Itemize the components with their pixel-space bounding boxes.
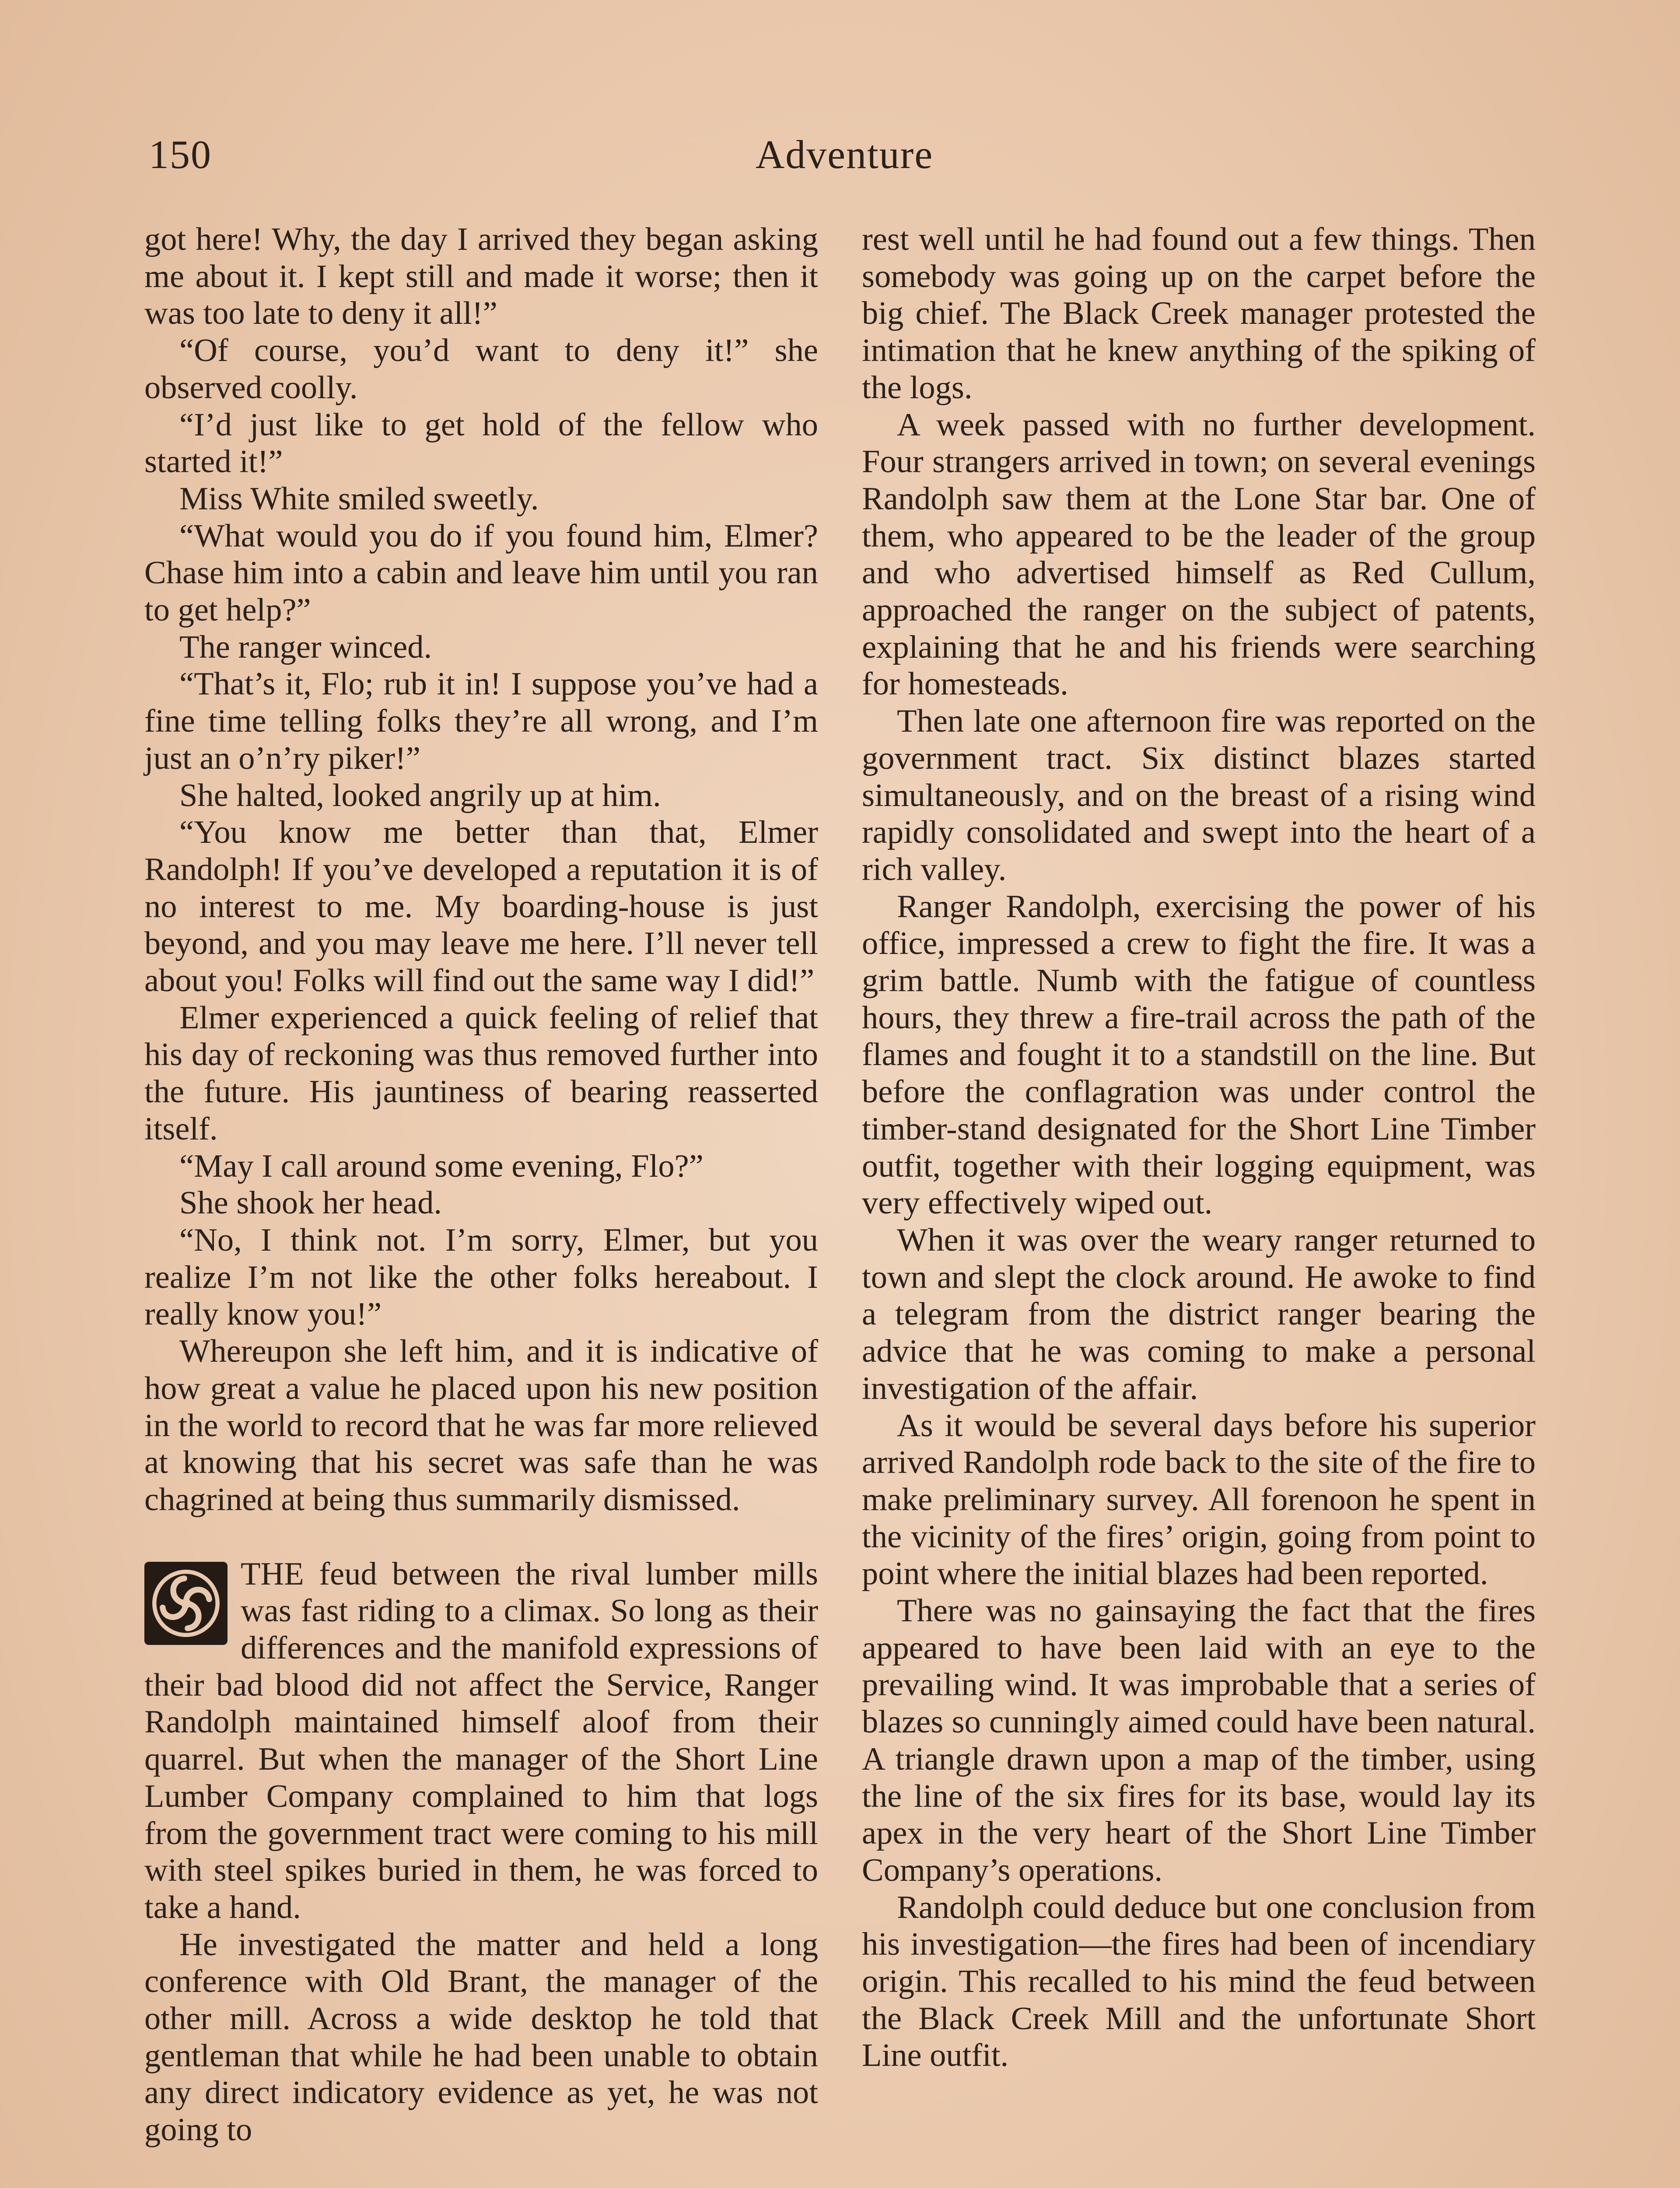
left-column [144,221,818,2149]
paragraph: Ranger Randolph, exercising the power of his office, impressed a crew to fight the fire. It was a grim battle. Numb with the fatigue of countless hours, they threw a fire-trail across the path of the flames and fought it to a standstill on the line. But before the conflagration was under control the timber-stand designated for the Short Line Timber outfit, together with their logging equipment, was very effectively wiped out. [862,888,1536,1221]
paragraph: “What would you do if you found him, Elmer? Chase him into a cabin and leave him until you ran to get help?” [144,518,818,628]
paragraph: When it was over the weary ranger returned to town and slept the clock around. He awoke to find a telegram from the district ranger bearing the advice that he was coming to make a personal investigation of the affair. [862,1222,1536,1406]
right-column [862,221,1536,2074]
paragraph: As it would be several days before his superior arrived Randolph rode back to the site of the fire to make preliminary survey. All forenoon he spent in the vicinity of the fires’ origin, going from point to point where the initial blazes had been reported. [862,1407,1536,1592]
paragraph: Whereupon she left him, and it is indicative of how great a value he placed upon his new position in the world to record that he was far more relieved at knowing that his secret was safe than he was chagrined at being thus summarily dismissed. [144,1333,818,1518]
paragraph: Miss White smiled sweetly. [179,480,539,517]
left-column-paragraphs [144,221,818,1518]
paragraph: She halted, looked angrily up at him. [179,777,661,813]
paragraph: “That’s it, Flo; rub it in! I suppose you’ve had a fine time telling folks they’re all wrong, and I’m just an o’n’ry piker!” [144,666,818,776]
page-number: 150 [149,132,212,177]
paragraph: “Of course, you’d want to deny it!” she observed coolly. [144,333,818,406]
paragraph: “I’d just like to get hold of the fellow who started it!” [144,407,818,480]
paragraph: He investigated the matter and held a long conference with Old Brant, the manager of the other mill. Across a wide desktop he told that gentleman that while he had been unable to obtain any direct indicatory evidence as yet, he was not going to [144,1926,818,2148]
paragraph: She shook her head. [179,1185,442,1221]
paragraph: “You know me better than that, Elmer Randolph! If you’ve developed a reputation it is of no interest to me. My boarding-house is just beyond, and you may leave me here. I’ll never tell about you! Folks will find out the same way I did!” [144,814,818,999]
section-break [144,1518,818,1556]
paragraph: got here! Why, the day I arrived they began asking me about it. I kept still and made it worse; then it was too late to deny it all!” [144,221,818,332]
paragraph: The ranger winced. [179,629,432,665]
paragraph: A week passed with no further development. Four strangers arrived in town; on several evenings Randolph saw them at the Lone Star bar. One of them, who appeared to be the leader of the group and who advertised himself as Red Cullum, approached the ranger on the subject of patents, explaining that he and his friends were searching for homesteads. [862,407,1536,702]
paragraph: “May I call around some evening, Flo?” [179,1148,704,1184]
opening-text: feud between the rival lumber mills was fast riding to a climax. So long as their differences and the manifold expressions of their bad blood did not affect the Service, Ranger Randolph maintained himself aloof from their quarrel. But when the manager of the Short Line Lumber Company complained to him that logs from the government tract were coming to his mill with steel spikes buried in them, he was forced to take a hand. [144,1556,818,1925]
section-two [144,1556,818,2149]
right-column-paragraphs [862,221,1536,2074]
page-header [149,127,1540,188]
paragraph: rest well until he had found out a few things. Then somebody was going up on the carpet before the big chief. The Black Creek manager protested the intimation that he knew anything of the spiking of the logs. [862,221,1536,406]
swirl-ornament-icon [144,1562,228,1645]
paragraph: There was no gainsaying the fact that the fires appeared to have been laid with an eye to the prevailing wind. It was improbable that a series of blazes so cunningly aimed could have been natural. A triangle drawn upon a map of the timber, using the line of the six fires for its base, would lay its apex in the very heart of the Short Line Timber Company’s operations. [862,1593,1536,1888]
paragraph: Elmer experienced a quick feeling of relief that his day of reckoning was thus removed further into the future. His jauntiness of bearing reasserted itself. [144,999,818,1147]
paragraph: Then late one afternoon fire was reported on the government tract. Six distinct blazes started simultaneously, and on the breast of a rising wind rapidly consolidated and swept into the heart of a rich valley. [862,703,1536,887]
running-title: Adventure [755,132,934,177]
paragraph: “No, I think not. I’m sorry, Elmer, but you realize I’m not like the other folks hereabout. I really know you!” [144,1222,818,1332]
drop-cap-word: THE [241,1556,304,1592]
paragraph: Randolph could deduce but one conclusion from his investigation—the fires had been of incendiary origin. This recalled to his mind the feud between the Black Creek Mill and the unfortunate Short Line outfit. [862,1889,1536,2074]
section-opening-paragraph [144,1556,818,1926]
section-two-paragraphs [144,1926,818,2149]
